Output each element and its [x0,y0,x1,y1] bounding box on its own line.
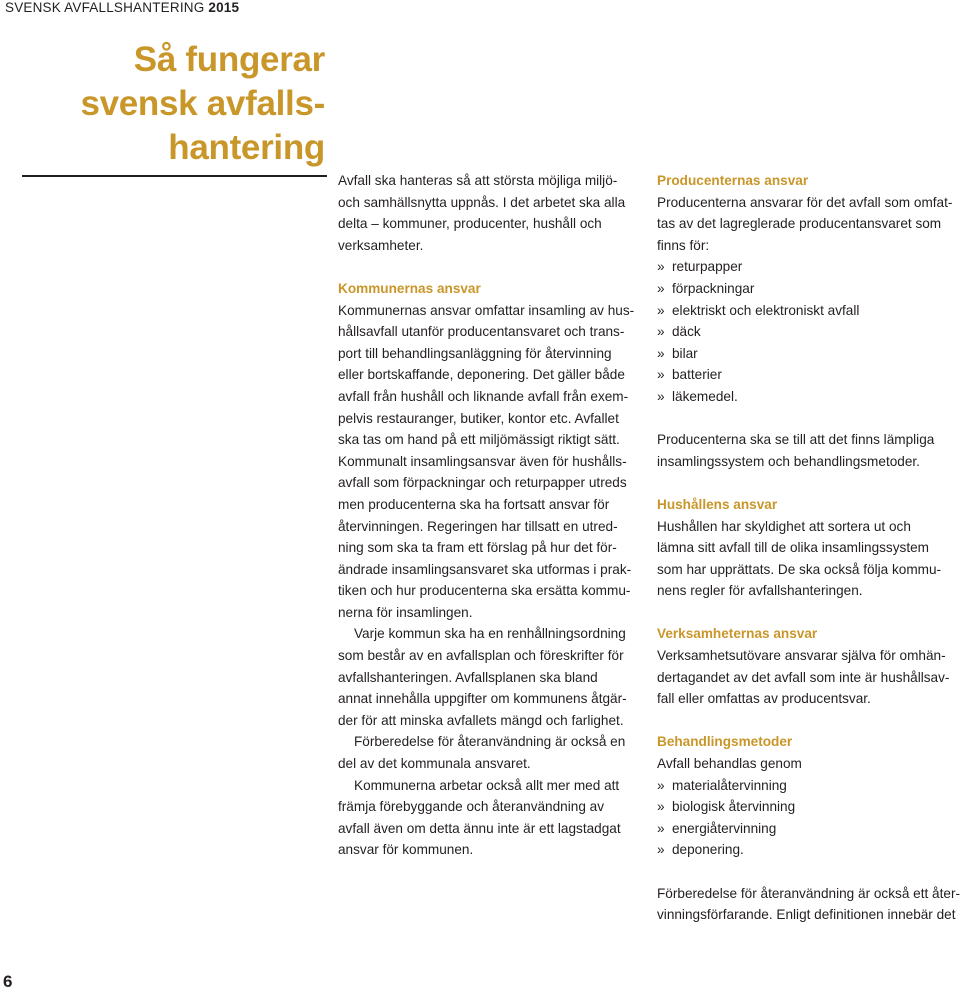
text-line: Verksamhetsutövare ansvarar själva för omhän- [657,648,946,664]
bullet-mark: » [657,302,665,318]
text-line: lämna sitt avfall till de olika insamlingssystem [657,540,929,556]
section-heading-behandlingsmetoder: Behandlingsmetoder [657,734,793,750]
text-line: Producenterna ska se till att det finns lämpliga [657,432,935,448]
list-item-text: returpapper [672,259,743,275]
kommunernas-paragraph-1 [338,300,638,624]
list-item [657,321,960,343]
intro-paragraph [338,170,638,256]
title-line: hantering [168,128,325,167]
list-item [657,775,960,797]
running-header [5,0,239,15]
bullet-mark: » [657,280,665,296]
list-item [657,839,960,861]
text-line: hållsavfall utanför producentansvaret och trans- [338,324,625,340]
text-line: Kommunerna arbetar också allt mer med att [354,777,620,793]
text-line: Varje kommun ska ha en renhållningsordning [354,626,626,642]
bullet-mark: » [657,842,665,858]
list-item-text: deponering. [672,842,744,858]
text-line: Kommunernas ansvar omfattar insamling av hus- [338,302,635,318]
spacer [657,408,960,430]
header-year: 2015 [208,0,240,15]
title-divider [22,175,327,177]
header-label: SVENSK AVFALLSHANTERING [5,0,205,15]
text-line: Kommunalt insamlingsansvar även för hushålls- [338,453,627,469]
text-line: Producenterna ansvarar för det avfall som omfat- [657,194,953,210]
list-item-text: materialåtervinning [672,777,787,793]
bullet-mark: » [657,259,665,275]
text-line: annat innehålla uppgifter om kommunens åtgär- [338,691,627,707]
list-item [657,300,960,322]
text-line: ansvar för kommunen. [338,842,474,858]
text-line: som består av en avfallsplan och föreskrifter för [338,648,624,664]
list-item [657,278,960,300]
producer-list [657,256,960,407]
text-line: del av det kommunala ansvaret. [338,756,531,772]
kommunernas-paragraph-3 [338,731,638,774]
text-line: och samhällsnytta uppnås. I det arbetet ska alla [338,194,626,210]
bullet-mark: » [657,324,665,340]
text-line: port till behandlingsanläggning för återvinning [338,345,612,361]
text-line: dertagandet av det avfall som inte är hushållsav- [657,669,950,685]
text-line: nens regler för avfallshanteringen. [657,583,863,599]
spacer [657,861,960,883]
spacer [657,602,960,624]
section-heading-hushallens: Hushållens ansvar [657,496,778,512]
list-item [657,796,960,818]
text-line: som har upprättats. De ska också följa kommu- [657,561,942,577]
list-item-text: däck [672,324,701,340]
list-item-text: bilar [672,345,698,361]
text-line: delta – kommuner, producenter, hushåll och [338,216,602,232]
column-left [338,170,638,861]
kommunernas-paragraph-4 [338,775,638,861]
text-line: pelvis restauranger, butiker, kontor etc. Avfallet [338,410,619,426]
bullet-mark: » [657,345,665,361]
spacer [657,710,960,732]
bullet-mark: » [657,820,665,836]
bullet-mark: » [657,388,665,404]
text-line: insamlingssystem och behandlingsmetoder. [657,453,920,469]
text-line: ändrade insamlingsansvaret ska utformas i prak- [338,561,632,577]
text-line: avfallshanteringen. Avfallsplanen ska bland [338,669,598,685]
text-line: fall eller omfattas av producentsvar. [657,691,871,707]
spacer [338,256,638,278]
text-line: eller bortskaffande, deponering. Det gäller både [338,367,625,383]
page-title [80,38,325,170]
text-line: finns för: [657,237,710,253]
section-heading-kommunernas: Kommunernas ansvar [338,280,481,296]
kommunernas-paragraph-2 [338,623,638,731]
treatment-list [657,775,960,861]
bullet-mark: » [657,799,665,815]
text-line: verksamheter. [338,237,424,253]
text-line: avfall som förpackningar och returpapper utreds [338,475,627,491]
text-line: Hushållen har skyldighet att sortera ut och [657,518,911,534]
text-line: återvinningen. Regeringen har tillsatt en utred- [338,518,618,534]
page-number: 6 [3,972,13,991]
text-line: avfall från hushåll och liknande avfall från exem- [338,388,629,404]
column-right [657,170,960,926]
text-line: tas av det lagreglerade producentansvaret som [657,216,942,232]
list-item [657,386,960,408]
text-line: tiken och hur producenterna ska ersätta kommu- [338,583,631,599]
list-item [657,343,960,365]
title-line: svensk avfalls- [80,84,325,123]
text-line: Avfall ska hanteras så att största möjliga miljö- [338,173,618,188]
text-line: Förberedelse för återanvändning är också en [354,734,626,750]
list-item [657,256,960,278]
list-item-text: läkemedel. [672,388,738,404]
text-line: men producenterna ska ha fortsatt ansvar för [338,496,610,512]
text-line: vinningsförfarande. Enligt definitionen innebär det [657,907,956,923]
text-line: nerna för insamlingen. [338,604,473,620]
list-item [657,818,960,840]
list-item-text: batterier [672,367,722,383]
bullet-mark: » [657,777,665,793]
bullet-mark: » [657,367,665,383]
list-item-text: förpackningar [672,280,755,296]
section-heading-verksamheternas: Verksamheternas ansvar [657,626,818,642]
text-line: främja förebyggande och återanvändning av [338,799,605,815]
list-item-text: energiåtervinning [672,820,777,836]
list-item [657,364,960,386]
text-line: ning som ska ta fram ett förslag på hur det för- [338,540,617,556]
list-item-text: elektriskt och elektroniskt avfall [672,302,860,318]
spacer [657,472,960,494]
title-line: Så fungerar [133,40,325,79]
text-line: avfall även om detta ännu inte är ett lagstadgat [338,820,621,836]
text-line: der för att minska avfallets mängd och farlighet. [338,712,624,728]
text-line: ska tas om hand på ett miljömässigt riktigt sätt. [338,432,620,448]
section-heading-producenternas: Producenternas ansvar [657,173,809,188]
text-line: Avfall behandlas genom [657,756,802,772]
text-line: Förberedelse för återanvändning är också ett åter- [657,885,960,901]
list-item-text: biologisk återvinning [672,799,796,815]
